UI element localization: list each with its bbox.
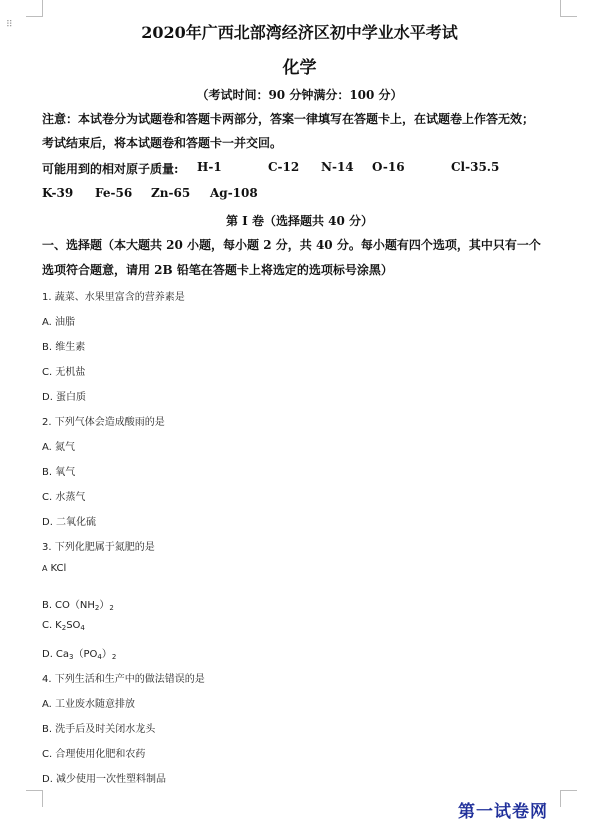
formula-text: CO（NH	[55, 600, 95, 611]
formula-text: （PO	[73, 649, 98, 660]
exam-title: 2020年广西北部湾经济区初中学业水平考试	[141, 23, 458, 42]
question-option: B. 维生素	[42, 342, 86, 353]
option-letter: A	[42, 564, 48, 573]
question-option: B. 洗手后及时关闭水龙头	[42, 724, 156, 735]
formula-subscript: 4	[97, 653, 102, 661]
question-option	[42, 563, 66, 574]
atomic-mass-item: K-39	[42, 186, 74, 200]
atomic-mass-item: C-12	[268, 160, 300, 174]
notice-line-1: 注意：本试卷分为试题卷和答题卡两部分，答案一律填写在答题卡上，在试题卷上作答无效；	[42, 112, 535, 126]
atomic-mass-item: H-1	[197, 160, 222, 174]
section-title: 第 I 卷（选择题共 40 分）	[225, 214, 374, 228]
question-stem: 1. 蔬菜、水果里富含的营养素是	[42, 292, 185, 303]
option-letter: B.	[42, 600, 53, 611]
question-option: D. 蛋白质	[42, 392, 87, 403]
drag-handle-icon[interactable]: ⠿	[6, 20, 14, 30]
question-option: D. 减少使用一次性塑料制品	[42, 774, 167, 785]
formula-text: KCl	[50, 563, 67, 574]
atomic-mass-item: Zn-65	[151, 186, 191, 200]
question-stem: 2. 下列气体会造成酸雨的是	[42, 417, 165, 428]
formula-subscript: 2	[61, 624, 67, 632]
question-stem: 4. 下列生活和生产中的做法错误的是	[42, 674, 205, 685]
crop-mark-bottom-right	[560, 790, 577, 807]
notice-line-2: 考试结束后，将本试题卷和答题卡一并交回。	[42, 136, 283, 150]
question-option	[42, 620, 85, 632]
formula-subscript: 2	[94, 604, 100, 612]
formula-text: ）	[99, 600, 110, 611]
question-option: C. 无机盐	[42, 367, 86, 378]
question-option: D. 二氧化硫	[42, 517, 97, 528]
question-option	[42, 645, 116, 661]
crop-mark-top-right	[560, 0, 577, 17]
question-option: B. 氧气	[42, 467, 76, 478]
atomic-mass-item: O-16	[372, 160, 405, 174]
question-option	[42, 596, 114, 612]
formula-text: SO	[66, 620, 81, 631]
crop-mark-bottom-left	[26, 790, 43, 807]
question-stem: 3. 下列化肥属于氮肥的是	[42, 542, 155, 553]
crop-mark-top-left	[26, 0, 43, 17]
question-option: A. 工业废水随意排放	[42, 699, 136, 710]
option-letter: C.	[42, 620, 53, 631]
atomic-mass-item: Fe-56	[95, 186, 133, 200]
exam-info: （考试时间：90 分钟满分：100 分）	[196, 88, 403, 102]
formula-text: ）	[101, 649, 112, 660]
formula-subscript: 2	[111, 653, 117, 661]
question-option: A. 氮气	[42, 442, 76, 453]
section-instruction-line-2: 选项符合题意，请用 2B 铅笔在答题卡上将选定的选项标号涂黑）	[42, 263, 393, 277]
option-letter: D.	[42, 649, 53, 660]
atomic-mass-item: Cl-35.5	[451, 160, 500, 174]
section-instruction-line-1: 一、选择题（本大题共 20 小题，每小题 2 分，共 40 分。每小题有四个选项，其中只有一个	[42, 238, 541, 252]
formula-subscript: 2	[109, 604, 114, 612]
atomic-mass-label: 可能用到的相对原子质量:	[42, 162, 179, 176]
atomic-mass-item: N-14	[321, 160, 354, 174]
subject-title: 化学	[282, 58, 317, 78]
question-option: A. 油脂	[42, 317, 76, 328]
question-option: C. 合理使用化肥和农药	[42, 749, 146, 760]
atomic-mass-item: Ag-108	[210, 186, 258, 200]
formula-text: K	[55, 620, 62, 631]
formula-subscript: 3	[69, 653, 74, 661]
question-option: C. 水蒸气	[42, 492, 86, 503]
site-watermark: 第一试卷网	[458, 802, 548, 822]
formula-text: Ca	[55, 649, 70, 660]
formula-subscript: 4	[80, 624, 85, 632]
